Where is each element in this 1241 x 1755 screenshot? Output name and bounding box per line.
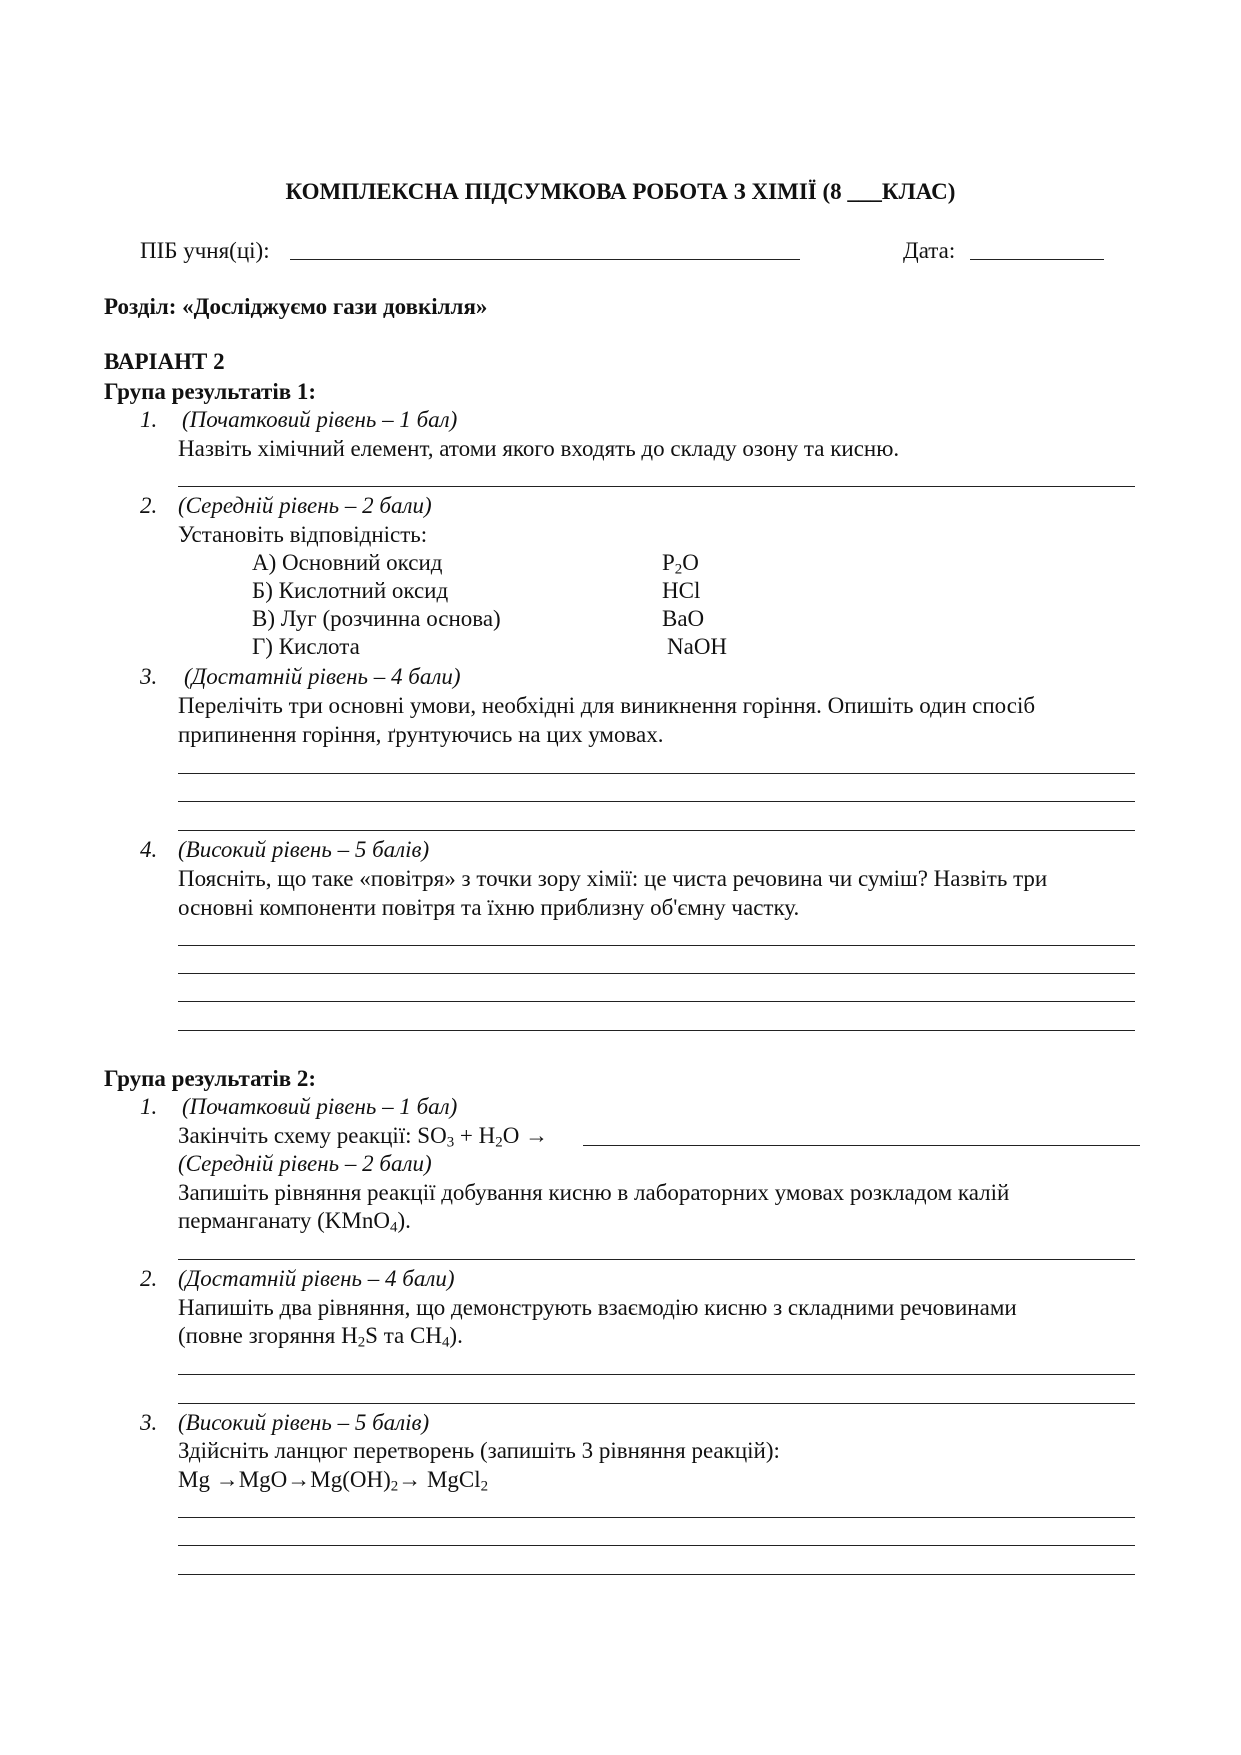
answer-line[interactable] [178, 1517, 1135, 1518]
answer-line[interactable] [178, 1030, 1135, 1031]
answer-line[interactable] [178, 830, 1135, 831]
answer-line[interactable] [178, 973, 1135, 974]
task-number: 4. [140, 837, 158, 862]
task-level: (Високий рівень – 5 балів) [178, 837, 430, 862]
task-level: (Високий рівень – 5 балів) [178, 1410, 430, 1435]
answer-line[interactable] [178, 945, 1135, 946]
group2-title: Група результатів 2: [104, 1066, 317, 1091]
task-level: (Середній рівень – 2 бали) [178, 1151, 432, 1176]
answer-line[interactable] [178, 1545, 1135, 1546]
task-number: 2. [140, 1266, 158, 1291]
match-left-item: А) Основний оксид [252, 550, 443, 575]
match-right-item: HCl [662, 578, 701, 603]
answer-line[interactable] [178, 773, 1135, 774]
task-text: Назвіть хімічний елемент, атоми якого входять до складу озону та кисню. [178, 436, 900, 461]
group1-title: Група результатів 1: [104, 379, 317, 404]
answer-line[interactable] [178, 1001, 1135, 1002]
task-level: (Достатній рівень – 4 бали) [184, 664, 461, 689]
task-level: (Початковий рівень – 1 бал) [182, 1094, 458, 1119]
task-level: (Достатній рівень – 4 бали) [178, 1266, 455, 1291]
student-name-label: ПІБ учня(ці): [140, 238, 270, 263]
task-text: перманганату (KMnO$_4$). [178, 1208, 411, 1236]
answer-line[interactable] [583, 1145, 1140, 1146]
section-title: Розділ: «Досліджуємо гази довкілля» [104, 294, 488, 319]
task-number: 3. [140, 1410, 158, 1435]
task-text: Установіть відповідність: [178, 522, 428, 547]
task-level: (Початковий рівень – 1 бал) [182, 407, 458, 432]
task-number: 1. [140, 407, 158, 432]
answer-line[interactable] [178, 801, 1135, 802]
task-level: (Середній рівень – 2 бали) [178, 493, 432, 518]
answer-line[interactable] [178, 1574, 1135, 1575]
document-title: КОМПЛЕКСНА ПІДСУМКОВА РОБОТА З ХІМІЇ (8 ___КЛАС) [285, 179, 956, 204]
match-left-item: В) Луг (розчинна основа) [252, 606, 501, 631]
task-number: 1. [140, 1094, 158, 1119]
task-text: Перелічіть три основні умови, необхідні для виникнення горіння. Опишіть один спосіб [178, 693, 1036, 718]
answer-line[interactable] [178, 1374, 1135, 1375]
student-name-field[interactable] [290, 259, 800, 260]
task-text: Поясніть, що таке «повітря» з точки зору хімії: це чиста речовина чи суміш? Назвіть три [178, 866, 1048, 891]
variant-title: ВАРІАНТ 2 [104, 349, 225, 374]
task-text: Здійсніть ланцюг перетворень (запишіть 3 рівняння реакцій): [178, 1438, 780, 1463]
match-left-item: Б) Кислотний оксид [252, 578, 449, 603]
task-text: Напишіть два рівняння, що демонструють взаємодію кисню з складними речовинами [178, 1295, 1017, 1320]
answer-line[interactable] [178, 1259, 1135, 1260]
match-left-item: Г) Кислота [252, 634, 360, 659]
task-text: припинення горіння, ґрунтуючись на цих умовах. [178, 722, 664, 747]
match-right-item: BaO [662, 606, 705, 631]
task-text: (повне згоряння $H_2S$ та $CH_4$). [178, 1323, 463, 1351]
match-right-item: NaOH [667, 634, 728, 659]
task-text: Запишіть рівняння реакції добування кисню в лабораторних умовах розкладом калій [178, 1180, 1010, 1205]
answer-line[interactable] [178, 1403, 1135, 1404]
answer-line[interactable] [178, 486, 1135, 487]
date-label: Дата: [903, 238, 956, 263]
task-number: 3. [140, 664, 158, 689]
reaction-chain: $Mg \to MgO\to Mg(OH)_2\to$ MgCl$_2$ [178, 1467, 489, 1495]
date-field[interactable] [970, 259, 1104, 260]
task-text: основні компоненти повітря та їхню приблизну об'ємну частку. [178, 895, 800, 920]
match-right-item: $P_2O$ [662, 550, 699, 578]
task-number: 2. [140, 493, 158, 518]
task-text: Закінчіть схему реакції: $SO_3 + H_2O$ → [178, 1123, 549, 1151]
